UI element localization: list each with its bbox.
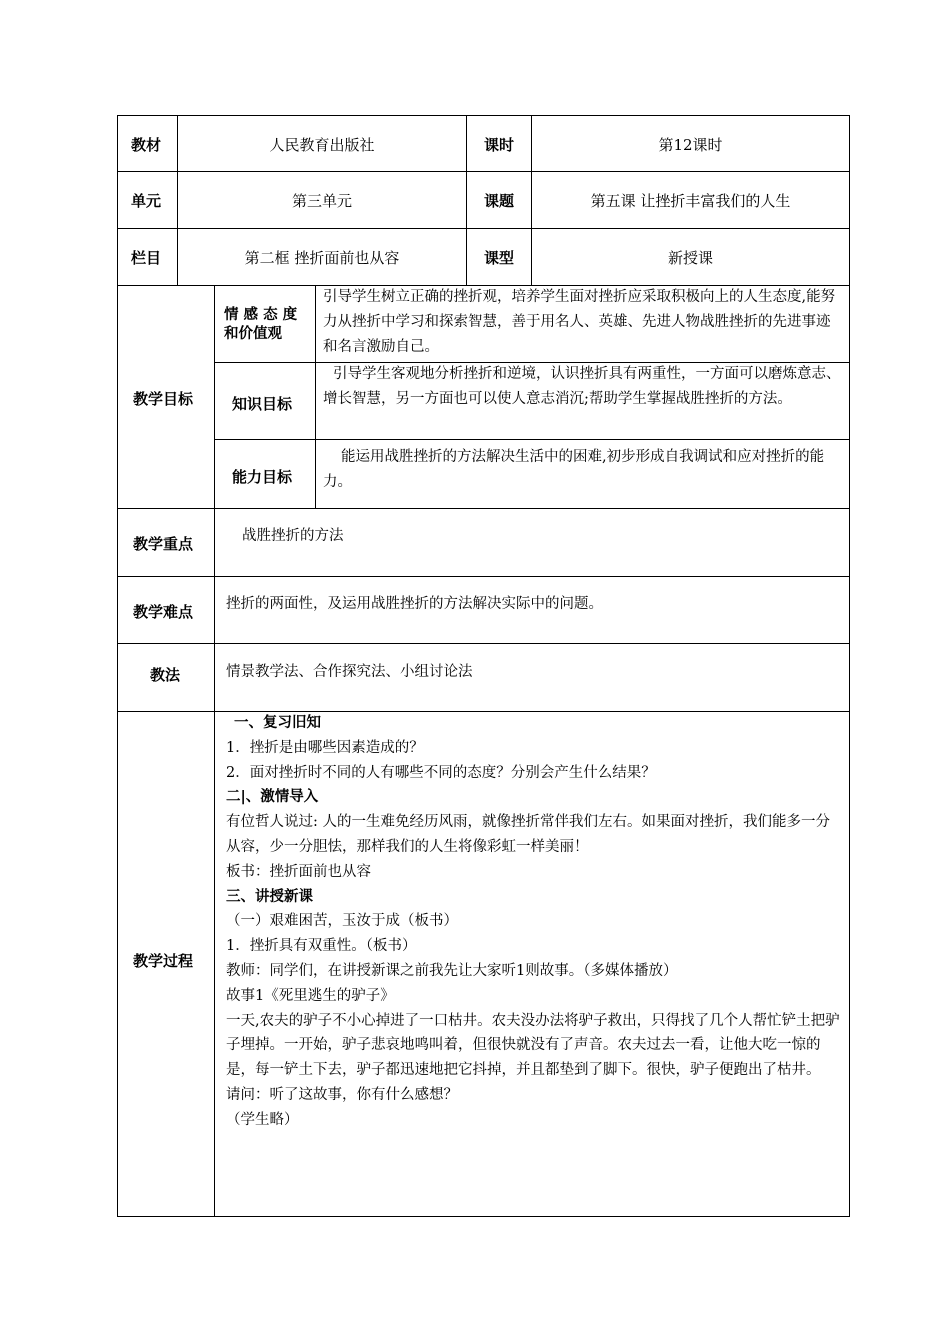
- key-point-label: 教学重点: [133, 535, 194, 553]
- period-value: 第12课时: [658, 136, 723, 154]
- board-note: 板书：挫折面前也从容: [226, 863, 371, 880]
- ability-text: 能运用战胜挫折的方法解决生活中的困难,初步形成自我调试和应对挫折的能力。: [323, 449, 825, 490]
- row-divider: [117, 228, 850, 229]
- subsection-heading: （一）艰难困苦，玉汝于成（板书）: [226, 913, 458, 930]
- student-answer: （学生略）: [226, 1111, 299, 1128]
- section-value: 第二框 挫折面前也从容: [244, 249, 400, 267]
- textbook-label: 教材: [131, 136, 162, 154]
- methods-label: 教法: [150, 666, 181, 684]
- attitude-text: 引导学生树立正确的挫折观，培养学生面对挫折应采取积极向上的人生态度,能努力从挫折中学习和探索智慧，善于用名人、英雄、先进人物战胜挫折的先进事迹和名言激励自己。: [323, 289, 836, 355]
- table-border-bottom: [117, 1216, 850, 1217]
- methods-text: 情景教学法、合作探究法、小组讨论法: [226, 664, 473, 680]
- review-question-2: 2．面对挫折时不同的人有哪些不同的态度？分别会产生什么结果？: [226, 764, 656, 781]
- attitude-label: 情 感 态 度和价值观: [224, 307, 298, 342]
- row-divider: [117, 171, 850, 172]
- col-divider: [214, 285, 215, 1216]
- question-line: 请问：听了这故事，你有什么感想？: [226, 1086, 458, 1103]
- period-label: 课时: [484, 136, 515, 154]
- col-divider: [315, 285, 316, 508]
- unit-value: 第三单元: [291, 192, 352, 210]
- difficulty-label: 教学难点: [133, 603, 194, 621]
- review-heading: 一、复习旧知: [234, 715, 321, 731]
- unit-label: 单元: [131, 192, 162, 210]
- process-content: [226, 711, 844, 1133]
- intro-heading: 二|、激情导入: [226, 789, 319, 806]
- point-1: 1．挫折具有双重性。（板书）: [226, 938, 417, 955]
- row-divider: [117, 643, 850, 644]
- knowledge-text: 引导学生客观地分析挫折和逆境，认识挫折具有两重性，一方面可以磨炼意志、增长智慧，另一方面也可以使人意志消沉;帮助学生掌握战胜挫折的方法。: [323, 366, 841, 407]
- ability-label: 能力目标: [232, 468, 293, 486]
- review-question-1: 1．挫折是由哪些因素造成的？: [226, 739, 424, 756]
- process-label: 教学过程: [133, 952, 194, 970]
- knowledge-label: 知识目标: [232, 395, 293, 413]
- section-label: 栏目: [131, 249, 162, 267]
- type-value: 新授课: [667, 249, 713, 267]
- row-divider: [117, 508, 850, 509]
- new-lesson-heading: 三、讲授新课: [226, 888, 313, 905]
- textbook-value: 人民教育出版社: [269, 136, 375, 154]
- intro-paragraph: 有位哲人说过: 人的一生难免经历风雨，就像挫折常伴我们左右。如果面对挫折，我们能多一分从容，少一分胆怯，那样我们的人生将像彩虹一样美丽！: [226, 814, 830, 855]
- story-paragraph: 一天,农夫的驴子不小心掉进了一口枯井。农夫没办法将驴子救出，只得找了几个人帮忙铲土把驴子埋掉。一开始，驴子悲哀地鸣叫着，但很快就没有了声音。农夫过去一看，让他大吃一惊的是，每一铲土下去，驴子都迅速地把它抖掉，并且都垫到了脚下。很快，驴子便跑出了枯井。: [226, 1012, 840, 1079]
- key-point-text: 战胜挫折的方法: [242, 528, 344, 544]
- difficulty-text: 挫折的两面性，及运用战胜挫折的方法解决实际中的问题。: [226, 596, 603, 612]
- objectives-label: 教学目标: [133, 390, 194, 408]
- topic-label: 课题: [484, 192, 515, 210]
- table-border-top: [117, 115, 850, 116]
- story-title: 故事1《死里逃生的驴子》: [226, 987, 395, 1004]
- topic-value: 第五课 让挫折丰富我们的人生: [590, 192, 791, 210]
- type-label: 课型: [484, 249, 515, 267]
- table-border-left: [117, 115, 118, 1216]
- row-divider: [117, 576, 850, 577]
- col-divider: [466, 115, 467, 285]
- teacher-line: 教师：同学们，在讲授新课之前我先让大家听1则故事。（多媒体播放）: [226, 962, 678, 979]
- table-border-right: [849, 115, 850, 1216]
- row-divider: [214, 439, 850, 440]
